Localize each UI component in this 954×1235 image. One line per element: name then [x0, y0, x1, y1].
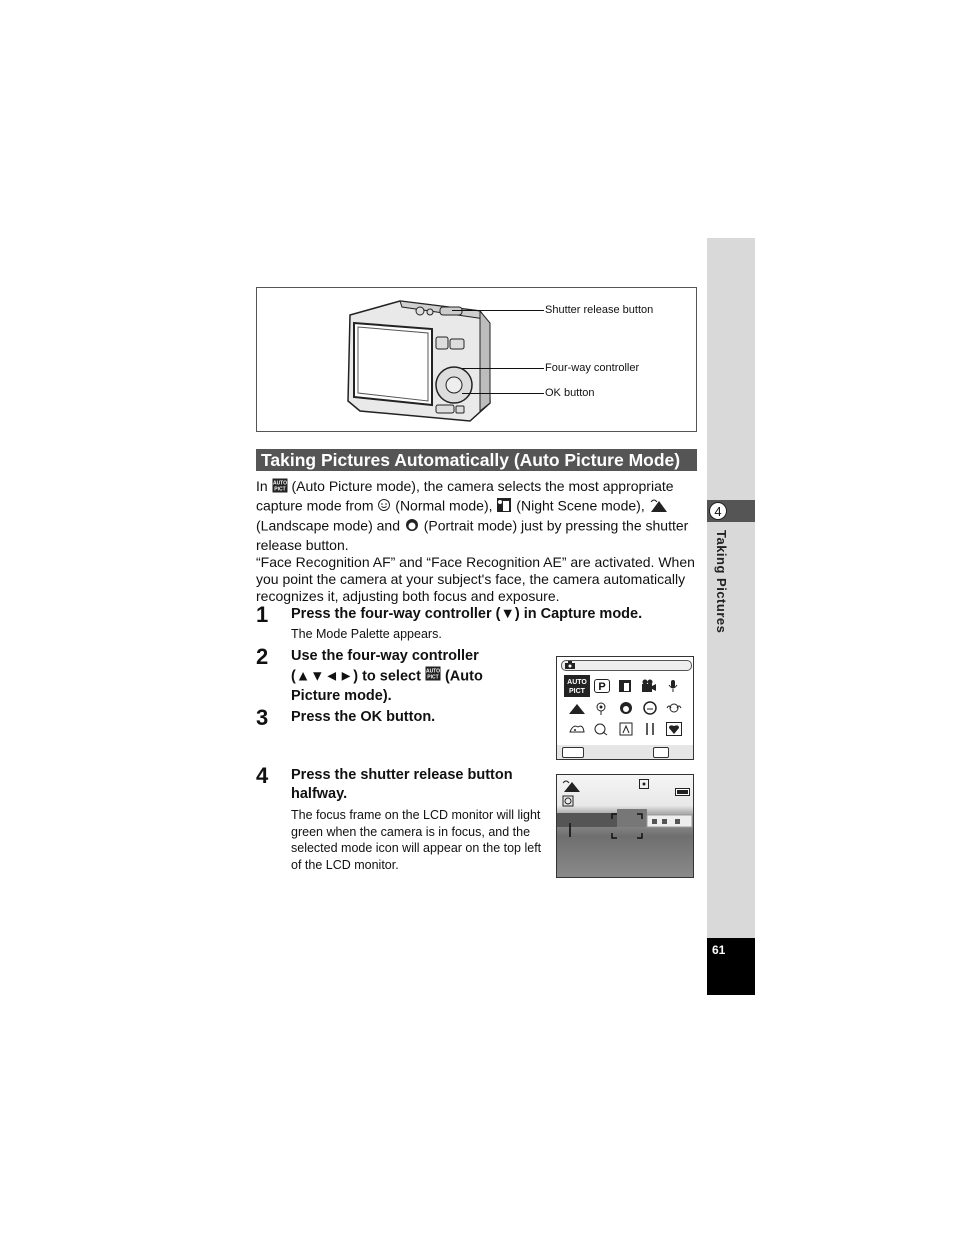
- flower-icon[interactable]: [593, 701, 609, 715]
- face-icon[interactable]: [643, 701, 657, 715]
- leader-line: [462, 393, 544, 394]
- step-4-sub: The focus frame on the LCD monitor will light green when the camera is in focus, and the selected mode icon will appear on the top left of the LCD monitor.: [291, 808, 542, 872]
- auto-picture-mode-icon[interactable]: [564, 675, 590, 697]
- step-2-text-b: (Auto Picture mode).: [291, 668, 483, 704]
- food-icon[interactable]: [643, 722, 657, 736]
- night-scene-icon[interactable]: [618, 679, 632, 693]
- svg-text:PICT: PICT: [427, 674, 439, 681]
- svg-text:PICT: PICT: [273, 486, 286, 493]
- text-icon[interactable]: [593, 722, 609, 736]
- portrait-icon[interactable]: [618, 701, 634, 715]
- step-4-text: Press the shutter release button halfway.: [291, 767, 513, 802]
- ok-button[interactable]: [653, 747, 669, 758]
- intro-text: (Landscape mode) and: [256, 517, 404, 534]
- leader-line: [462, 368, 544, 369]
- landscape-icon: [649, 497, 669, 517]
- callout-ok: OK button: [545, 387, 595, 399]
- program-mode-icon[interactable]: P: [594, 679, 610, 693]
- leader-line: [452, 310, 544, 311]
- surf-snow-icon[interactable]: [665, 701, 683, 715]
- auto-label: AUTO: [567, 679, 587, 686]
- step-2-text-a: Use the four-way controller (▲▼◄►) to select: [291, 648, 479, 685]
- lcd-monitor-screen: [556, 774, 694, 878]
- normal-mode-icon: [377, 498, 391, 516]
- step-1-sub: The Mode Palette appears.: [291, 627, 442, 641]
- step-2-text: [291, 647, 531, 706]
- palette-title-bar: [561, 660, 692, 671]
- auto-picture-icon: [425, 666, 441, 687]
- intro-text: (Auto Picture mode), the camera selects the most appropriate capture mode from: [256, 478, 674, 514]
- page-number: 61: [712, 943, 726, 957]
- camera-illustration-icon: [340, 293, 500, 428]
- intro-text: (Portrait mode) just by pressing the shutter release button.: [256, 517, 689, 553]
- portrait-icon: [404, 517, 420, 537]
- step-number: 2: [256, 644, 269, 669]
- heart-icon[interactable]: [666, 722, 682, 736]
- landscape-icon[interactable]: [568, 701, 586, 715]
- camera-icon: [565, 661, 575, 669]
- svg-text:AUTO: AUTO: [425, 668, 440, 675]
- step-number: 3: [256, 705, 269, 730]
- menu-button[interactable]: [562, 747, 584, 758]
- chapter-title: Taking Pictures: [714, 530, 729, 634]
- frame-composite-icon[interactable]: [618, 722, 634, 736]
- intro-text: (Normal mode),: [391, 497, 497, 514]
- focus-frame: [611, 813, 643, 839]
- auto-picture-icon: [272, 478, 288, 497]
- focus-mode-icon: [639, 779, 649, 789]
- step-1-text: Press the four-way controller (▼) in Capture mode.: [291, 606, 643, 622]
- intro-text-2: “Face Recognition AF” and “Face Recognition AE” are activated. When you point the camera at your subject's face, the camera automatically recognizes it, adjusting both focus and exposure.: [256, 554, 695, 604]
- intro-text: (Night Scene mode),: [512, 497, 649, 514]
- step-number: 4: [256, 763, 269, 788]
- svg-text:AUTO: AUTO: [272, 480, 287, 487]
- callout-shutter: Shutter release button: [545, 304, 654, 316]
- chapter-number: 4: [709, 502, 727, 520]
- pet-icon[interactable]: [568, 722, 586, 736]
- intro-text: In: [256, 478, 272, 495]
- callout-four-way: Four-way controller: [545, 362, 640, 374]
- battery-icon: [675, 788, 691, 796]
- step-3-text: Press the OK button.: [291, 709, 436, 725]
- camera-figure: [256, 287, 697, 432]
- section-title: Taking Pictures Automatically (Auto Picture Mode): [261, 450, 681, 470]
- pict-label: PICT: [569, 688, 585, 695]
- mode-palette-screen: [556, 656, 694, 760]
- step-number: 1: [256, 602, 269, 627]
- night-scene-icon: [496, 497, 512, 517]
- microphone-icon[interactable]: [667, 679, 679, 693]
- landscape-icon: [562, 779, 582, 793]
- intro-paragraph: [256, 478, 698, 605]
- movie-icon[interactable]: [641, 679, 657, 693]
